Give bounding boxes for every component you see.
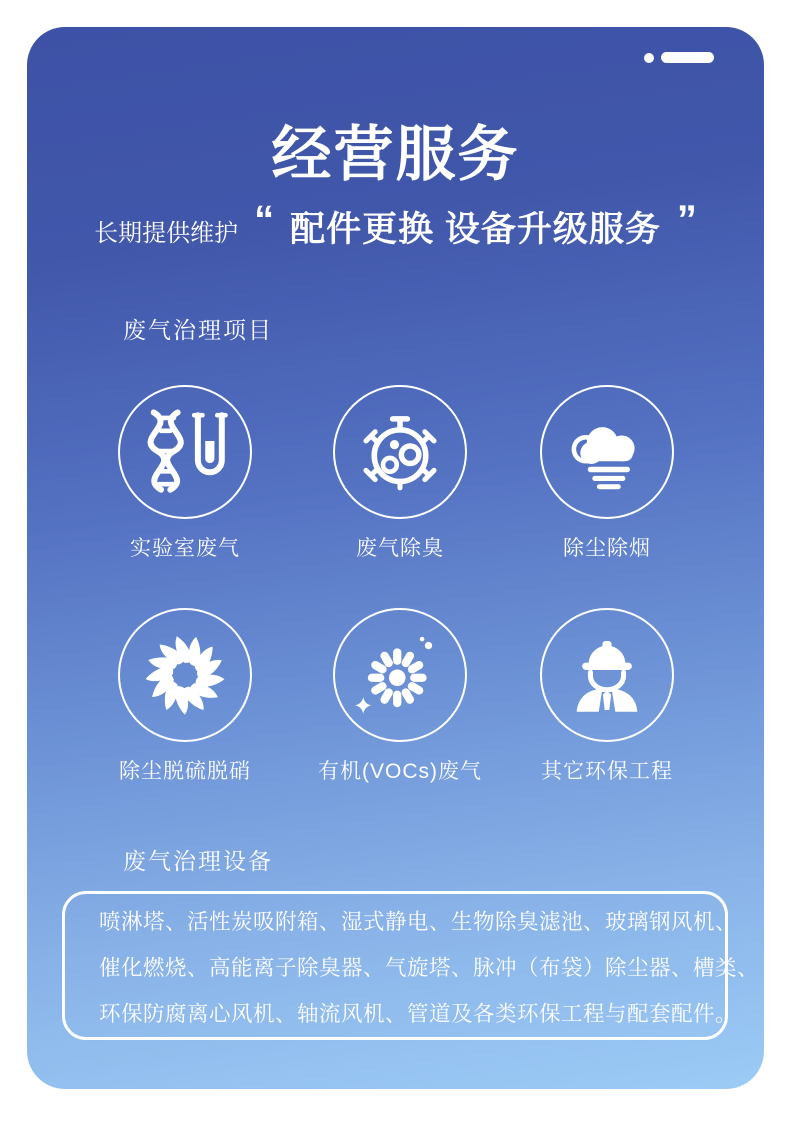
- project-item-vocs: [293, 608, 507, 785]
- project-label: 废气除臭: [356, 537, 444, 560]
- turbine-fan-icon: [139, 629, 231, 721]
- project-circle: [333, 608, 467, 742]
- tagline-main: 配件更换 设备升级服务: [290, 210, 661, 249]
- tagline-prefix: 长期提供维护: [94, 220, 239, 247]
- promo-card: [27, 27, 764, 1089]
- equipment-line: 催化燃烧、高能离子除臭器、气旋塔、脉冲（布袋）除尘器、槽类、: [99, 956, 760, 980]
- project-circle: [333, 385, 467, 519]
- microbe-icon: [354, 406, 446, 498]
- project-item-deodorize: [293, 385, 507, 562]
- open-quote: “: [254, 198, 275, 242]
- decor-dot: [644, 53, 654, 63]
- project-label: 实验室废气: [130, 537, 240, 560]
- dna-test-tube-icon: [139, 406, 231, 498]
- engineer-icon: [561, 629, 653, 721]
- equipment-list-box: [62, 891, 760, 1040]
- project-item-dust-smoke: [500, 385, 714, 562]
- project-circle: [118, 608, 252, 742]
- project-item-lab-gas: [78, 385, 292, 562]
- project-circle: [118, 385, 252, 519]
- project-item-desulfur: [78, 608, 292, 785]
- close-quote: ”: [676, 198, 697, 242]
- projects-section-title: 废气治理项目: [123, 317, 273, 343]
- page-title: 经营服务: [271, 121, 520, 188]
- equipment-section-title: 废气治理设备: [123, 848, 273, 874]
- project-circle: [540, 385, 674, 519]
- project-circle: [540, 608, 674, 742]
- cloud-smoke-icon: [561, 406, 653, 498]
- project-label: 除尘脱硫脱硝: [119, 760, 251, 783]
- project-label: 其它环保工程: [541, 760, 673, 783]
- project-label: 除尘除烟: [563, 537, 651, 560]
- equipment-line: 环保防腐离心风机、轴流风机、管道及各类环保工程与配套配件。: [99, 1002, 738, 1026]
- tagline: [27, 198, 764, 252]
- equipment-line: 喷淋塔、活性炭吸附箱、湿式静电、生物除臭滤池、玻璃钢风机、: [99, 910, 738, 934]
- decor-pill: [661, 52, 714, 63]
- starburst-icon: [354, 629, 446, 721]
- project-label: 有机(VOCs)废气: [318, 760, 482, 783]
- project-item-other-env: [500, 608, 714, 785]
